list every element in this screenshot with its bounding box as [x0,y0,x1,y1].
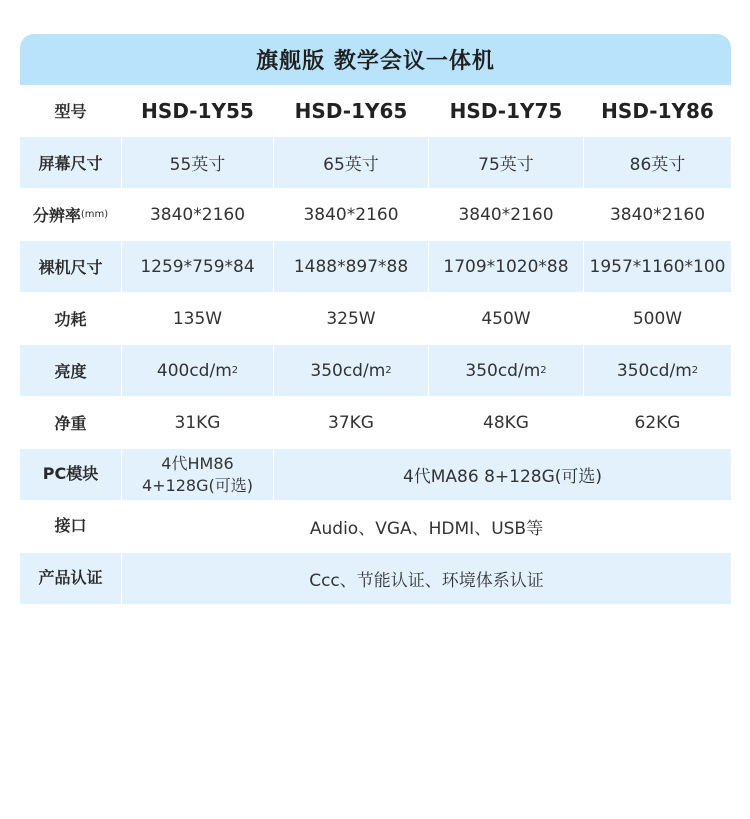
label-brightness: 亮度 [20,345,121,396]
table-cell: 55英寸 [122,137,273,188]
table-cell [274,345,428,396]
brightness-value: 350cd/m [310,360,386,381]
table-cell: 75英寸 [429,137,583,188]
table-cell: 1488*897*88 [274,241,428,292]
table-cell: 37KG [274,397,428,448]
table-cell [584,345,731,396]
table-cell: 325W [274,293,428,344]
table-cell: 500W [584,293,731,344]
model-1y75: HSD-1Y75 [429,85,583,136]
interface-value: Audio、VGA、HDMI、USB等 [122,501,731,552]
label-resolution-unit: (mm) [80,209,109,220]
table-cell: 31KG [122,397,273,448]
spec-grid [20,85,731,605]
table-cell: 1709*1020*88 [429,241,583,292]
brightness-value: 400cd/m [156,360,232,381]
pc-module-rest: 4代MA86 8+128G(可选) [274,449,731,500]
table-cell: 62KG [584,397,731,448]
table-cell [122,345,273,396]
label-model: 型号 [20,85,121,136]
table-cell: 3840*2160 [429,189,583,240]
unit-superscript: 2 [691,365,699,376]
label-pc-module: PC模块 [20,449,121,500]
table-cell: 3840*2160 [584,189,731,240]
unit-superscript: 2 [385,365,392,376]
table-cell: 135W [122,293,273,344]
label-power: 功耗 [20,293,121,344]
table-cell: 86英寸 [584,137,731,188]
brightness-value: 350cd/m [616,360,692,381]
unit-superscript: 2 [231,365,239,376]
table-title: 旗舰版 教学会议一体机 [20,34,731,85]
table-cell: 1259*759*84 [122,241,273,292]
label-resolution-text: 分辨率 [32,206,81,225]
pc-module-first [122,449,273,500]
model-1y55: HSD-1Y55 [122,85,273,136]
model-1y65: HSD-1Y65 [274,85,428,136]
pc-module-first-line1: 4代HM86 [161,453,234,473]
brightness-value: 350cd/m [465,360,541,381]
table-cell: 1957*1160*100 [584,241,731,292]
label-screen-size: 屏幕尺寸 [20,137,121,188]
label-interface: 接口 [20,501,121,552]
table-cell: 48KG [429,397,583,448]
table-cell: 3840*2160 [122,189,273,240]
certification-value: Ccc、节能认证、环境体系认证 [122,553,731,604]
unit-superscript: 2 [540,365,547,376]
table-cell: 450W [429,293,583,344]
table-cell [429,345,583,396]
model-1y86: HSD-1Y86 [584,85,731,136]
label-resolution [20,189,121,240]
table-cell: 3840*2160 [274,189,428,240]
table-cell: 65英寸 [274,137,428,188]
label-certification: 产品认证 [20,553,121,604]
spec-table [20,34,731,605]
label-weight: 净重 [20,397,121,448]
label-dimensions: 裸机尺寸 [20,241,121,292]
pc-module-first-line2: 4+128G(可选) [141,475,253,495]
